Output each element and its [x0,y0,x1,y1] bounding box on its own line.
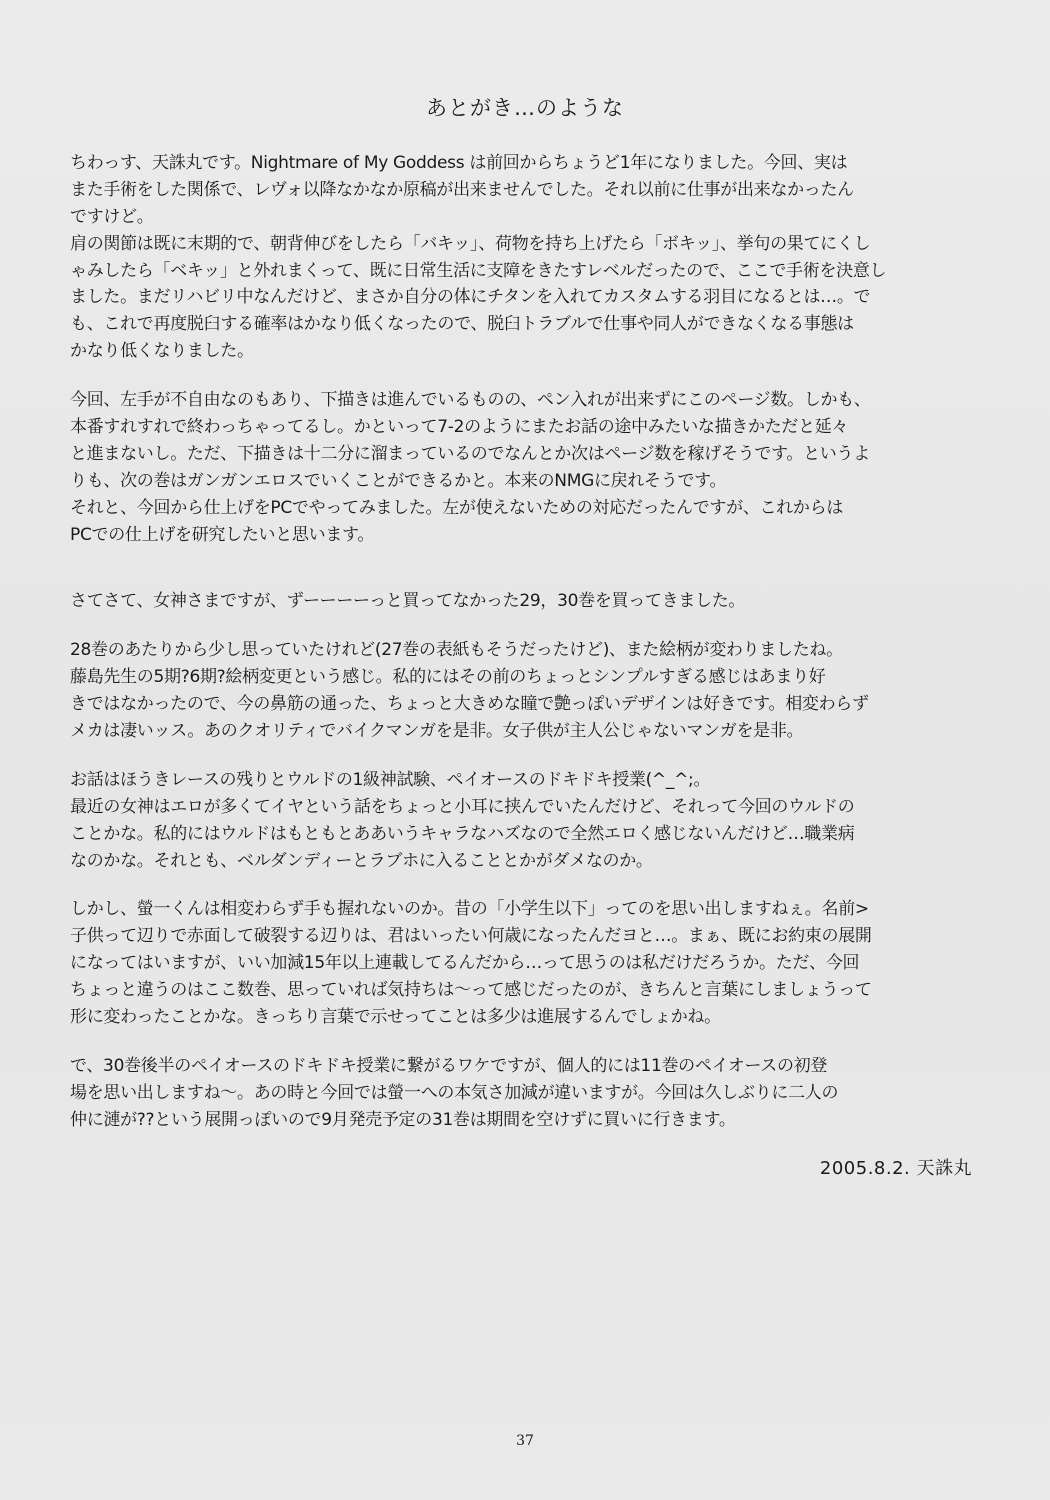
text-line: かなり低くなりました。 [70,341,254,362]
text-line: 28巻のあたりから少し思っていたけれど(27巻の表紙もそうだったけど)、また絵柄が変わりましたね。 [70,640,843,661]
text-line: しかし、螢一くんは相変わらず手も握れないのか。昔の「小学生以下」ってのを思い出しますねぇ。名前> [70,899,869,920]
text-line: 藤島先生の5期?6期?絵柄変更という感じ。私的にはその前のちょっとシンプルすぎる感じはあまり好 [70,667,826,688]
text-line: 場を思い出しますね～。あの時と今回では螢一への本気さ加減が違いますが。今回は久しぶりに二人の [70,1082,839,1103]
text-line: ました。まだリハビリ中なんだけど、まさか自分の体にチタンを入れてカスタムする羽目になるとは…。で [70,287,871,308]
paragraph-1 [70,150,985,365]
afterword-body [70,150,985,1134]
text-line: 仲に漣が??という展開っぽいので9月発売予定の31巻は期間を空けずに買いに行きます。 [70,1109,736,1130]
text-line: ちわっす、天誅丸です。Nightmare of My Goddess は前回からちょうど1年になりました。今回、実は [70,153,848,173]
text-line: 最近の女神はエロが多くてイヤという話をちょっと小耳に挟んでいたんだけど、それって今回のウルドの [70,796,855,817]
text-line: メカは凄いッス。あのクオリティでバイクマンガを是非。女子供が主人公じゃないマンガを是非。 [70,721,804,742]
text-line: お話はほうきレースの残りとウルドの1級神試験、ペイオースのドキドキ授業(^_^;。 [70,769,711,790]
paragraph-5 [70,767,985,875]
text-line: ことかな。私的にはウルドはもともとああいうキャラなハズなので全然エロく感じないんだけど…職業病 [70,823,855,844]
text-line: ですけど。 [70,206,154,227]
text-line: さてさて、女神さまですが、ずーーーーっと買ってなかった29，30巻を買ってきました。 [70,591,746,612]
text-line: 今回、左手が不自由なのもあり、下描きは進んでいるものの、ペン入れが出来ずにこのページ数。しかも、 [70,390,871,411]
text-line: PCでの仕上げを研究したいと思います。 [70,524,375,545]
page-title: あとがき…のような [426,96,624,120]
text-line: また手術をした関係で、レヴォ以降なかなか原稿が出来ませんでした。それ以前に仕事が出来なかったん [70,179,854,200]
page-number: 37 [516,1433,534,1449]
text-line: 本番すれすれで終わっちゃってるし。かといって7-2のようにまたお話の途中みたいな描きかただと延々 [70,417,849,438]
text-line: なのかな。それとも、ベルダンディーとラブホに入ることとかがダメなのか。 [70,850,653,871]
text-line: ちょっと違うのはここ数巻、思っていれば気持ちは～って感じだったのが、きちんと言葉にしましょうって [70,980,872,1001]
text-line: きではなかったので、今の鼻筋の通った、ちょっと大きめな瞳で艶っぽいデザインは好きです。相変わらず [70,694,869,715]
paragraph-4 [70,637,985,745]
paragraph-2 [70,387,985,548]
text-line: りも、次の巻はガンガンエロスでいくことができるかと。本来のNMGに戻れそうです。 [70,470,727,491]
text-line: も、これで再度脱臼する確率はかなり低くなったので、脱臼トラブルで仕事や同人ができなくなる事態は [70,314,854,335]
text-line: 形に変わったことかな。きっちり言葉で示せってことは多少は進展するんでしょかね。 [70,1007,721,1028]
text-line: と進まないし。ただ、下描きは十二分に溜まっているのでなんとか次はページ数を稼げそうです。というよ [70,443,870,464]
text-line: になってはいますが、いい加減15年以上連載してるんだから…って思うのは私だけだろうか。ただ、今回 [70,953,860,974]
text-line: ゃみしたら「ベキッ」と外れまくって、既に日常生活に支障をきたすレベルだったので、ここで手術を決意し [70,260,887,281]
text-line: それと、今回から仕上げをPCでやってみました。左が使えないための対応だったんですが、これからは [70,497,844,518]
paragraph-6 [70,896,985,1030]
text-line: 肩の関節は既に末期的で、朝背伸びをしたら「バキッ」、荷物を持ち上げたら「ボキッ」、挙句の果てにくし [70,233,871,254]
signature-date: 2005.8.2. 天誅丸 [819,1158,972,1179]
text-line: 子供って辺りで赤面して破裂する辺りは、君はいったい何歳になったんだヨと…。まぁ、既にお約束の展開 [70,926,872,947]
paragraph-7 [70,1053,985,1134]
paragraph-3 [70,588,985,615]
text-line: で、30巻後半のペイオースのドキドキ授業に繋がるワケですが、個人的には11巻のペイオースの初登 [70,1055,828,1076]
